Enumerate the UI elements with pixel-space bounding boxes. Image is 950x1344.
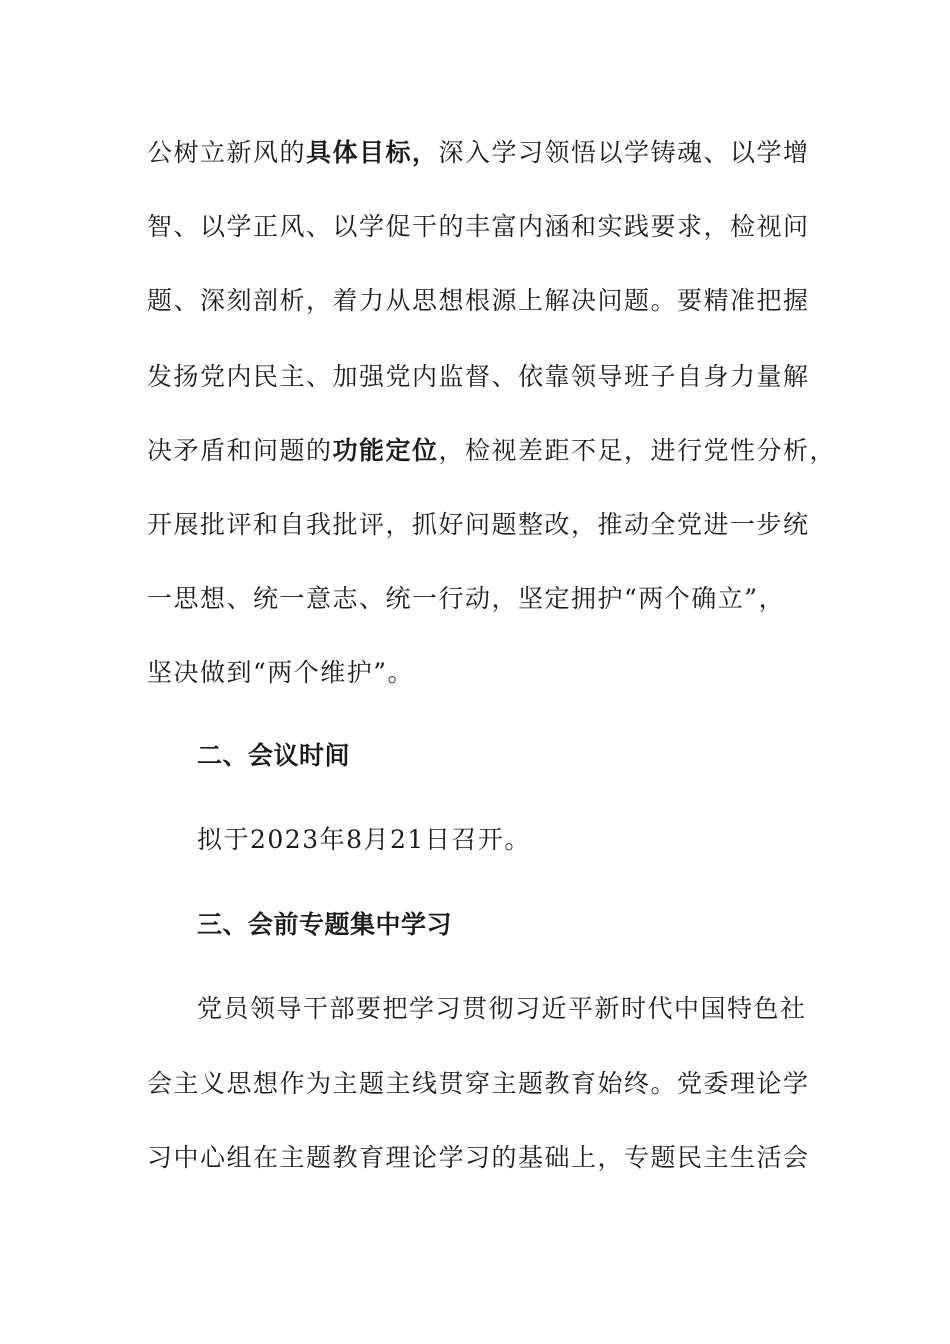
paragraph-line: 坚决做到“两个维护”。 bbox=[147, 658, 415, 687]
paragraph-line: 一思想、统一意志、统一行动，坚定拥护“两个确立”， bbox=[147, 584, 786, 613]
section-heading-study: 三、会前专题集中学习 bbox=[197, 910, 453, 939]
paragraph-line: 会主义思想作为主题主线贯穿主题教育始终。党委理论学 bbox=[147, 1069, 810, 1098]
text-run: 决矛盾和问题的 bbox=[147, 436, 333, 465]
paragraph-line: 发扬党内民主、加强党内监督、依靠领导班子自身力量解 bbox=[147, 362, 810, 391]
text-run: 深入学习领悟以学铸魂、以学增 bbox=[438, 138, 810, 167]
bold-text-run: 功能定位 bbox=[332, 436, 439, 465]
text-run: ，检视差距不足，进行党性分析， bbox=[438, 436, 837, 465]
text-run: 公树立新风的 bbox=[147, 138, 307, 167]
paragraph-line: 智、以学正风、以学促干的丰富内涵和实践要求，检视问 bbox=[147, 212, 810, 241]
section-heading-meeting-time: 二、会议时间 bbox=[197, 741, 351, 770]
meeting-time-text: 拟于2023年8月21日召开。 bbox=[197, 825, 531, 854]
paragraph-line: 习中心组在主题教育理论学习的基础上，专题民主生活会 bbox=[147, 1143, 810, 1172]
paragraph-line: 开展批评和自我批评，抓好问题整改，推动全党进一步统 bbox=[147, 510, 810, 539]
bold-text-run: 具体目标， bbox=[306, 138, 439, 167]
paragraph-line bbox=[147, 138, 810, 168]
paragraph-line: 题、深刻剖析，着力从思想根源上解决问题。要精准把握 bbox=[147, 286, 810, 315]
paragraph-line bbox=[147, 436, 836, 466]
paragraph-line: 党员领导干部要把学习贯彻习近平新时代中国特色社 bbox=[197, 994, 807, 1023]
